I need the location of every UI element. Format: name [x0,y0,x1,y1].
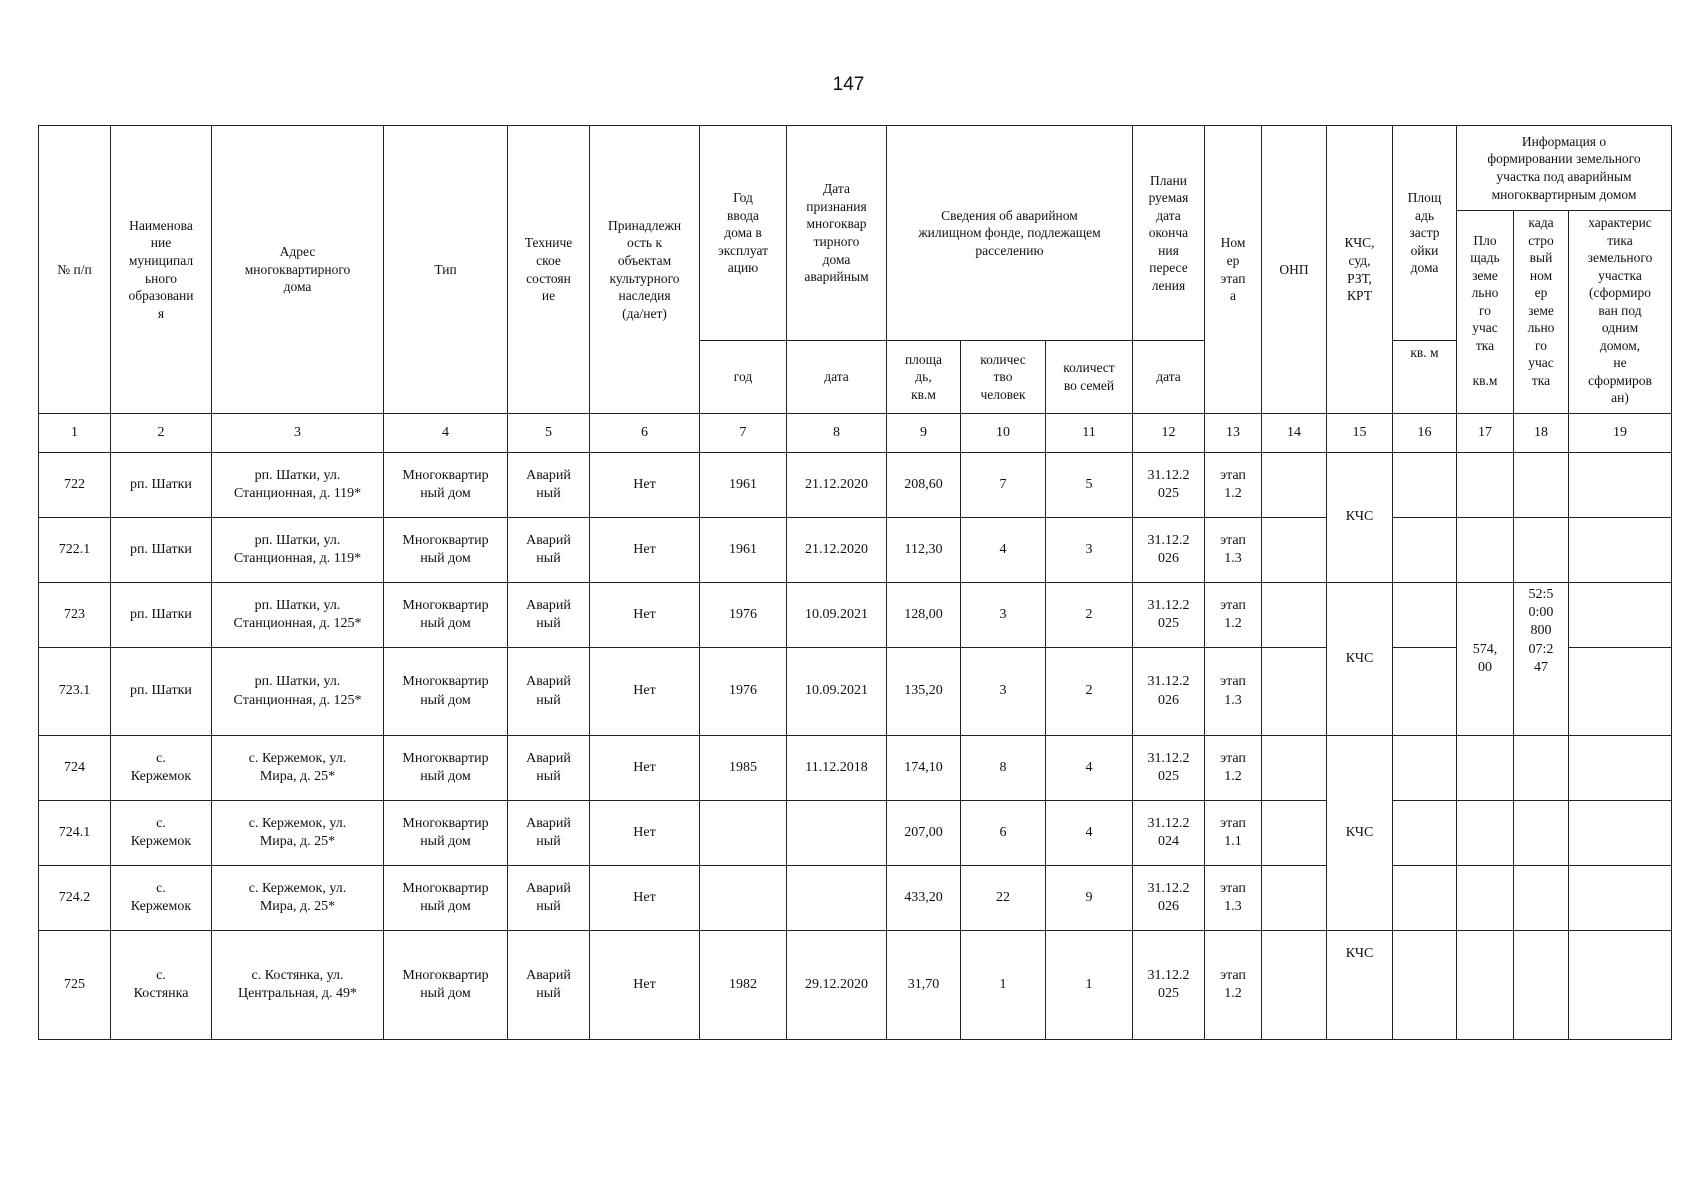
cell-people: 7 [961,453,1046,518]
cell-built-area [1393,801,1457,866]
cell-area: 135,20 [887,648,961,736]
cell-planned-date: 31.12.2 026 [1133,866,1205,931]
cell-land-char [1569,866,1672,931]
cell-condition: Аварий ный [508,866,590,931]
column-number: 13 [1205,414,1262,453]
cell-num: 723.1 [39,648,111,736]
cell-year: 1976 [700,583,787,648]
cell-planned-date: 31.12.2 025 [1133,453,1205,518]
cell-type: Многоквартир ный дом [384,736,508,801]
cell-year [700,801,787,866]
cell-families: 2 [1046,583,1133,648]
emergency-housing-table [38,125,1672,1040]
header-sub-year: год [700,341,787,414]
cell-heritage: Нет [590,736,700,801]
cell-built-area [1393,648,1457,736]
header-cadastral: када стро вый ном ер земе льно го учас тка [1514,211,1569,414]
header-onp: ОНП [1262,126,1327,414]
cell-land-area [1457,518,1514,583]
cell-num: 724 [39,736,111,801]
column-number: 12 [1133,414,1205,453]
column-number: 6 [590,414,700,453]
column-number: 9 [887,414,961,453]
cell-families: 5 [1046,453,1133,518]
cell-land-area [1457,931,1514,1040]
cell-families: 2 [1046,648,1133,736]
cell-stage: этап 1.3 [1205,518,1262,583]
cell-heritage: Нет [590,648,700,736]
cell-type: Многоквартир ный дом [384,583,508,648]
cell-people: 3 [961,648,1046,736]
cell-stage: этап 1.2 [1205,931,1262,1040]
table-row [39,583,1672,648]
cell-heritage: Нет [590,583,700,648]
cell-condition: Аварий ный [508,931,590,1040]
column-number: 14 [1262,414,1327,453]
cell-onp [1262,736,1327,801]
cell-stage: этап 1.3 [1205,866,1262,931]
cell-condition: Аварий ный [508,648,590,736]
cell-date: 21.12.2020 [787,518,887,583]
column-number: 19 [1569,414,1672,453]
cell-stage: этап 1.2 [1205,736,1262,801]
column-number: 17 [1457,414,1514,453]
cell-cadastral [1514,866,1569,931]
column-number: 3 [212,414,384,453]
cell-built-area [1393,583,1457,648]
header-land-area-unit: кв.м [1472,372,1498,388]
cell-onp [1262,931,1327,1040]
header-land-char: характерис тика земельного участка (сформиро ван под одним домом, не сформиров ан) [1569,211,1672,414]
cell-municipality: с. Костянка [111,931,212,1040]
cell-area: 208,60 [887,453,961,518]
cell-year: 1976 [700,648,787,736]
cell-area: 31,70 [887,931,961,1040]
cell-area: 128,00 [887,583,961,648]
cell-area: 174,10 [887,736,961,801]
cell-num: 725 [39,931,111,1040]
page-number: 147 [832,74,865,95]
cell-condition: Аварий ный [508,801,590,866]
cell-year [700,866,787,931]
header-year-built: Год ввода дома в эксплуат ацию [700,126,787,341]
cell-year: 1961 [700,518,787,583]
cell-planned-date: 31.12.2 025 [1133,583,1205,648]
cell-num: 722.1 [39,518,111,583]
cell-planned-date: 31.12.2 026 [1133,648,1205,736]
cell-address: рп. Шатки, ул. Станционная, д. 125* [212,648,384,736]
cell-date [787,801,887,866]
cell-built-area [1393,736,1457,801]
cell-heritage: Нет [590,931,700,1040]
cell-date: 11.12.2018 [787,736,887,801]
cell-land-area [1457,453,1514,518]
cell-stage: этап 1.1 [1205,801,1262,866]
header-land-info: Информация о формировании земельного участка под аварийным многоквартирным домом [1457,126,1672,211]
cell-built-area [1393,931,1457,1040]
header-planned-date: Плани руемая дата оконча ния пересе ления [1133,126,1205,341]
cell-built-area [1393,453,1457,518]
cell-date: 10.09.2021 [787,648,887,736]
cell-people: 8 [961,736,1046,801]
header-sub-families: количест во семей [1046,341,1133,414]
cell-type: Многоквартир ный дом [384,648,508,736]
header-emergency-info: Сведения об аварийном жилищном фонде, подлежащем расселению [887,126,1133,341]
cell-people: 3 [961,583,1046,648]
header-sub-area: площа дь, кв.м [887,341,961,414]
cell-num: 724.1 [39,801,111,866]
column-number: 5 [508,414,590,453]
cell-families: 1 [1046,931,1133,1040]
cell-municipality: с. Кержемок [111,801,212,866]
header-sub-planned-date: дата [1133,341,1205,414]
cell-land-area [1457,866,1514,931]
table-row [39,866,1672,931]
header-sub-date: дата [787,341,887,414]
column-number: 18 [1514,414,1569,453]
cell-address: с. Кержемок, ул. Мира, д. 25* [212,866,384,931]
header-heritage: Принадлежн ость к объектам культурного наследия (да/нет) [590,126,700,414]
cell-area: 112,30 [887,518,961,583]
cell-land-char [1569,518,1672,583]
cell-municipality: с. Кержемок [111,736,212,801]
column-number-row [39,414,1672,453]
cell-people: 22 [961,866,1046,931]
cell-land-area: 574, 00 [1457,583,1514,736]
cell-people: 1 [961,931,1046,1040]
table-row [39,736,1672,801]
cell-area: 207,00 [887,801,961,866]
cell-stage: этап 1.2 [1205,453,1262,518]
cell-condition: Аварий ный [508,583,590,648]
cell-address: рп. Шатки, ул. Станционная, д. 119* [212,518,384,583]
cell-type: Многоквартир ный дом [384,453,508,518]
cell-onp [1262,866,1327,931]
cell-kchs: КЧС [1327,736,1393,931]
cell-built-area [1393,518,1457,583]
cell-land-char [1569,648,1672,736]
column-number: 1 [39,414,111,453]
cell-cadastral [1514,801,1569,866]
cell-kchs: КЧС [1327,453,1393,583]
cell-land-char [1569,931,1672,1040]
cell-cadastral [1514,453,1569,518]
header-type: Тип [384,126,508,414]
cell-land-char [1569,801,1672,866]
cell-year: 1982 [700,931,787,1040]
cell-planned-date: 31.12.2 024 [1133,801,1205,866]
header-condition: Техниче ское состоян ие [508,126,590,414]
cell-built-area [1393,866,1457,931]
cell-onp [1262,453,1327,518]
header-num: № п/п [39,126,111,414]
cell-kchs: КЧС [1327,583,1393,736]
cell-kchs: КЧС [1327,931,1393,1040]
header-land-area-text: Пло щадь земе льно го учас тка [1470,232,1500,353]
column-number: 8 [787,414,887,453]
cell-address: рп. Шатки, ул. Станционная, д. 119* [212,453,384,518]
header-municipality: Наименова ние муниципал ьного образовани я [111,126,212,414]
cell-year: 1961 [700,453,787,518]
cell-cadastral [1514,931,1569,1040]
cell-onp [1262,801,1327,866]
cell-land-area [1457,736,1514,801]
column-number: 10 [961,414,1046,453]
cell-address: с. Кержемок, ул. Мира, д. 25* [212,736,384,801]
header-kchs: КЧС, суд, РЗТ, КРТ [1327,126,1393,414]
cell-municipality: рп. Шатки [111,583,212,648]
header-sub-people: количес тво человек [961,341,1046,414]
cell-planned-date: 31.12.2 025 [1133,931,1205,1040]
cell-condition: Аварий ный [508,453,590,518]
cell-num: 724.2 [39,866,111,931]
column-number: 15 [1327,414,1393,453]
cell-people: 4 [961,518,1046,583]
column-number: 11 [1046,414,1133,453]
header-address: Адрес многоквартирного дома [212,126,384,414]
cell-num: 723 [39,583,111,648]
cell-onp [1262,518,1327,583]
column-number: 4 [384,414,508,453]
cell-condition: Аварий ный [508,736,590,801]
cell-heritage: Нет [590,453,700,518]
cell-families: 3 [1046,518,1133,583]
header-stage-no: Ном ер этап а [1205,126,1262,414]
cell-heritage: Нет [590,866,700,931]
cell-municipality: рп. Шатки [111,453,212,518]
cell-families: 4 [1046,736,1133,801]
cell-address: рп. Шатки, ул. Станционная, д. 125* [212,583,384,648]
cell-families: 4 [1046,801,1133,866]
cell-date: 29.12.2020 [787,931,887,1040]
cell-land-char [1569,583,1672,648]
cell-type: Многоквартир ный дом [384,931,508,1040]
cell-condition: Аварий ный [508,518,590,583]
cell-stage: этап 1.2 [1205,583,1262,648]
table-row [39,931,1672,1040]
cell-planned-date: 31.12.2 026 [1133,518,1205,583]
column-number: 16 [1393,414,1457,453]
cell-date: 21.12.2020 [787,453,887,518]
table-row [39,453,1672,518]
cell-year: 1985 [700,736,787,801]
cell-land-char [1569,736,1672,801]
cell-date: 10.09.2021 [787,583,887,648]
cell-heritage: Нет [590,518,700,583]
column-number: 2 [111,414,212,453]
cell-people: 6 [961,801,1046,866]
cell-municipality: рп. Шатки [111,518,212,583]
cell-heritage: Нет [590,801,700,866]
cell-area: 433,20 [887,866,961,931]
header-built-area: Площ адь застр ойки дома [1393,126,1457,341]
column-number: 7 [700,414,787,453]
cell-onp [1262,648,1327,736]
table-row [39,518,1672,583]
cell-municipality: с. Кержемок [111,866,212,931]
cell-date [787,866,887,931]
table-row [39,648,1672,736]
cell-type: Многоквартир ный дом [384,866,508,931]
table-row [39,801,1672,866]
cell-type: Многоквартир ный дом [384,801,508,866]
cell-onp [1262,583,1327,648]
cell-address: с. Костянка, ул. Центральная, д. 49* [212,931,384,1040]
header-land-area [1457,211,1514,414]
cell-address: с. Кержемок, ул. Мира, д. 25* [212,801,384,866]
cell-type: Многоквартир ный дом [384,518,508,583]
cell-cadastral [1514,736,1569,801]
cell-families: 9 [1046,866,1133,931]
cell-land-char [1569,453,1672,518]
cell-land-area [1457,801,1514,866]
cell-stage: этап 1.3 [1205,648,1262,736]
cell-planned-date: 31.12.2 025 [1133,736,1205,801]
cell-cadastral [1514,518,1569,583]
cell-municipality: рп. Шатки [111,648,212,736]
cell-cadastral: 52:5 0:00 800 07:2 47 [1514,583,1569,736]
cell-num: 722 [39,453,111,518]
header-unit-built: кв. м [1393,341,1457,414]
header-date-declared: Дата признания многоквар тирного дома аварийным [787,126,887,341]
